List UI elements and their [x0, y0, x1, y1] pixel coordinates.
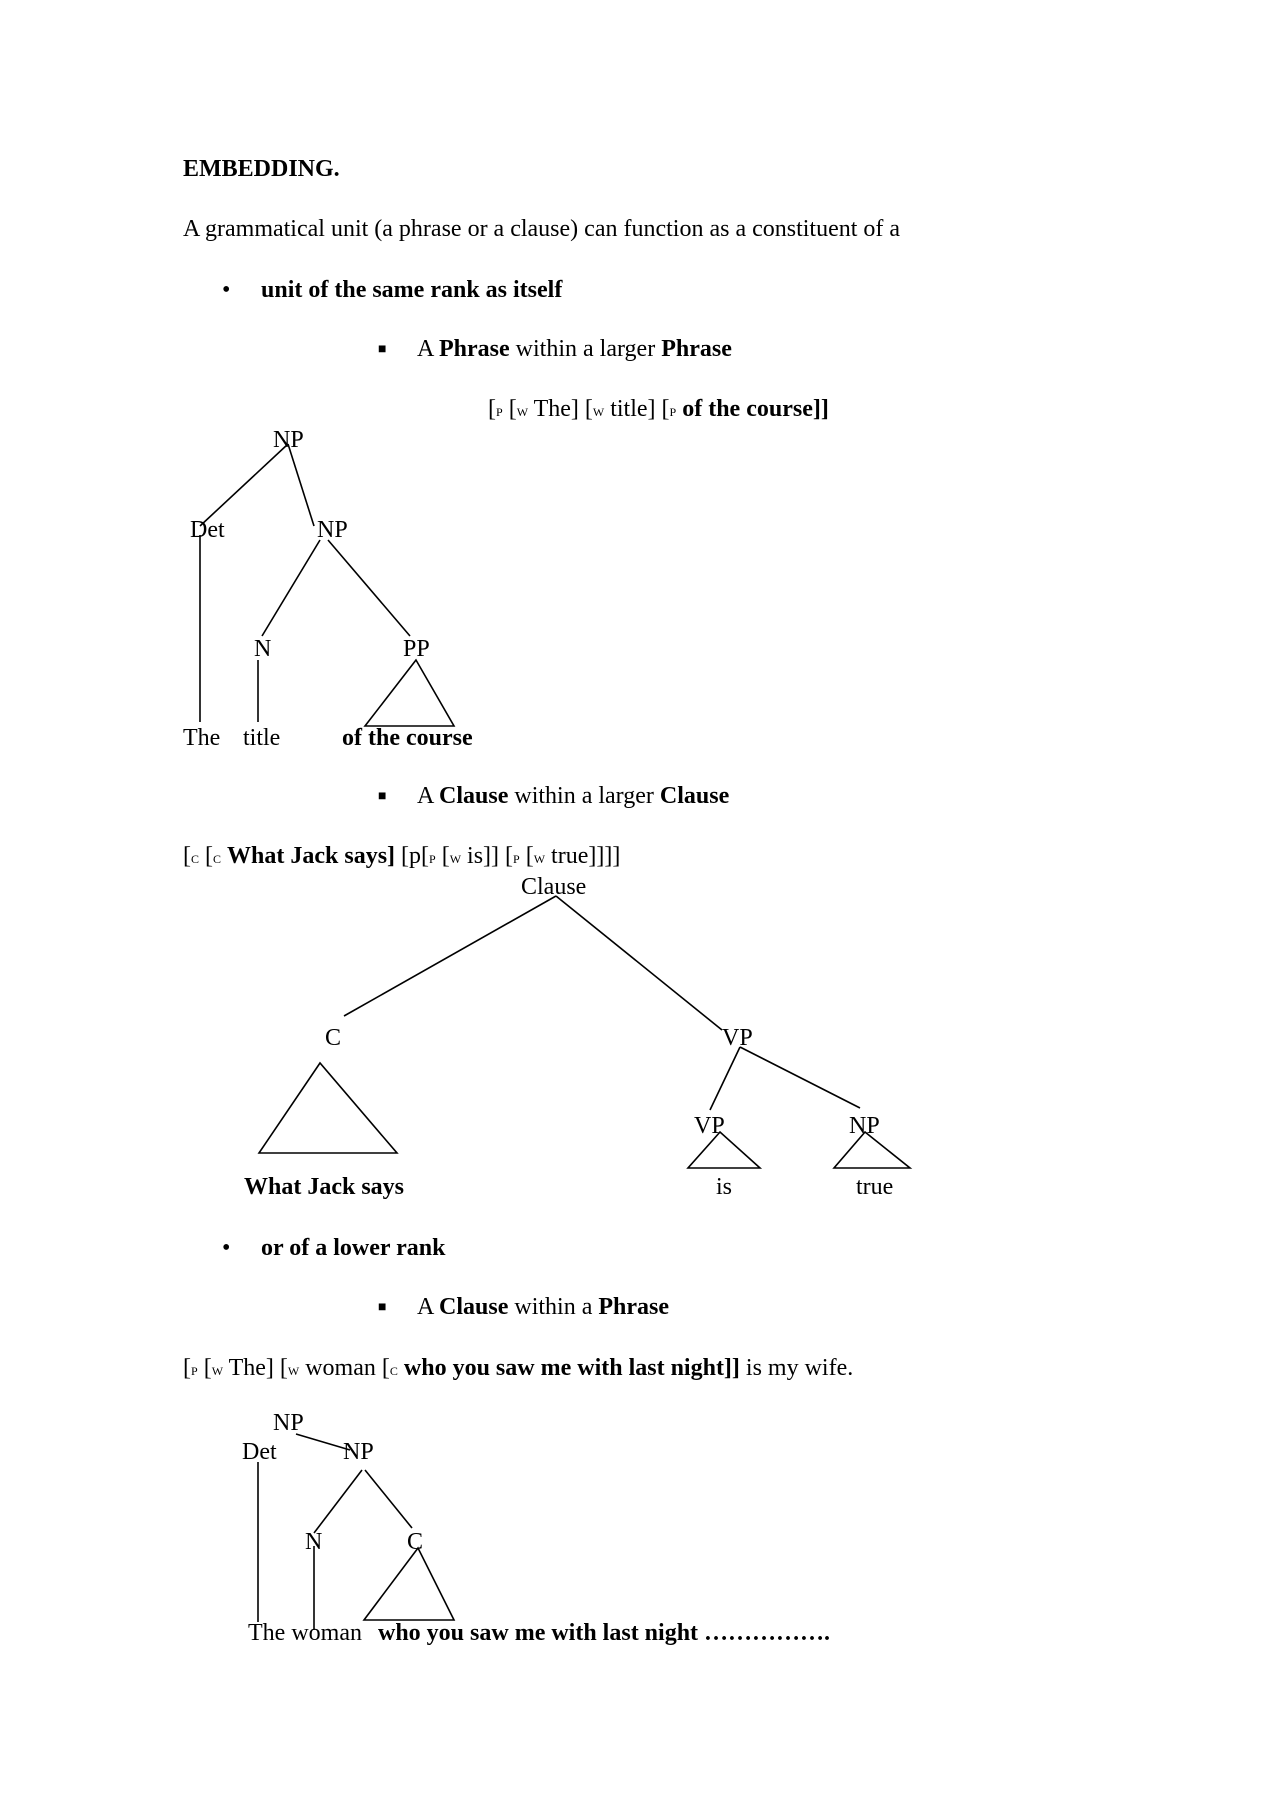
tree2-np-node: NP — [849, 1113, 880, 1139]
bracket-notation-3: [P [W The] [W woman [C who you saw me with last night]] is my wife. — [183, 1355, 854, 1381]
tree2-leaf-is: is — [716, 1174, 733, 1200]
tree1-leaf-title: title — [243, 725, 281, 751]
bullet-lower-rank: or of a lower rank — [261, 1235, 446, 1261]
bracket-notation-1: [P [W The] [W title] [P of the course]] — [488, 396, 829, 422]
square-bullet-icon: ■ — [378, 789, 387, 804]
sub-bullet-phrase-in-phrase: A Phrase within a larger Phrase — [417, 336, 732, 362]
tree1-np-node: NP — [273, 427, 304, 453]
tree3-np-node: NP — [273, 1410, 304, 1436]
tree3-c-node: C — [407, 1529, 424, 1555]
tree3-leaf-relative-clause: who you saw me with last night ……………. — [378, 1620, 831, 1646]
square-bullet-icon: ■ — [378, 342, 387, 357]
tree3-det-node: Det — [242, 1439, 277, 1465]
square-bullet-icon: ■ — [378, 1300, 387, 1315]
tree3-n-node: N — [305, 1529, 323, 1555]
tree2-vp2-node: VP — [694, 1113, 725, 1139]
tree1-np2-node: NP — [317, 517, 348, 543]
bullet-dot-icon: • — [222, 1235, 231, 1261]
tree1-pp-node: PP — [403, 636, 430, 662]
tree2-clause-node: Clause — [521, 874, 587, 900]
page-heading: EMBEDDING. — [183, 156, 340, 182]
tree1-leaf-of-the-course: of the course — [342, 725, 473, 751]
tree2-leaf-true: true — [856, 1174, 894, 1200]
bullet-same-rank: unit of the same rank as itself — [261, 277, 563, 303]
tree2-leaf-what-jack-says: What Jack says — [244, 1174, 405, 1200]
intro-text: A grammatical unit (a phrase or a clause) can function as a constituent of a — [183, 216, 901, 242]
tree3-np2-node: NP — [343, 1439, 374, 1465]
tree1-leaf-the: The — [183, 725, 221, 751]
bullet-dot-icon: • — [222, 277, 231, 303]
tree3-leaf-the-woman: The woman — [248, 1620, 362, 1646]
tree1-det-node: Det — [190, 517, 225, 543]
sub-bullet-clause-in-clause: A Clause within a larger Clause — [417, 783, 730, 809]
tree2-vp-node: VP — [722, 1025, 753, 1051]
bracket-notation-2: [C [C What Jack says] [p[P [W is]] [P [W true]]]] — [183, 843, 621, 869]
tree1-n-node: N — [254, 636, 272, 662]
sub-bullet-clause-in-phrase: A Clause within a Phrase — [417, 1294, 670, 1320]
tree2-c-node: C — [325, 1025, 342, 1051]
